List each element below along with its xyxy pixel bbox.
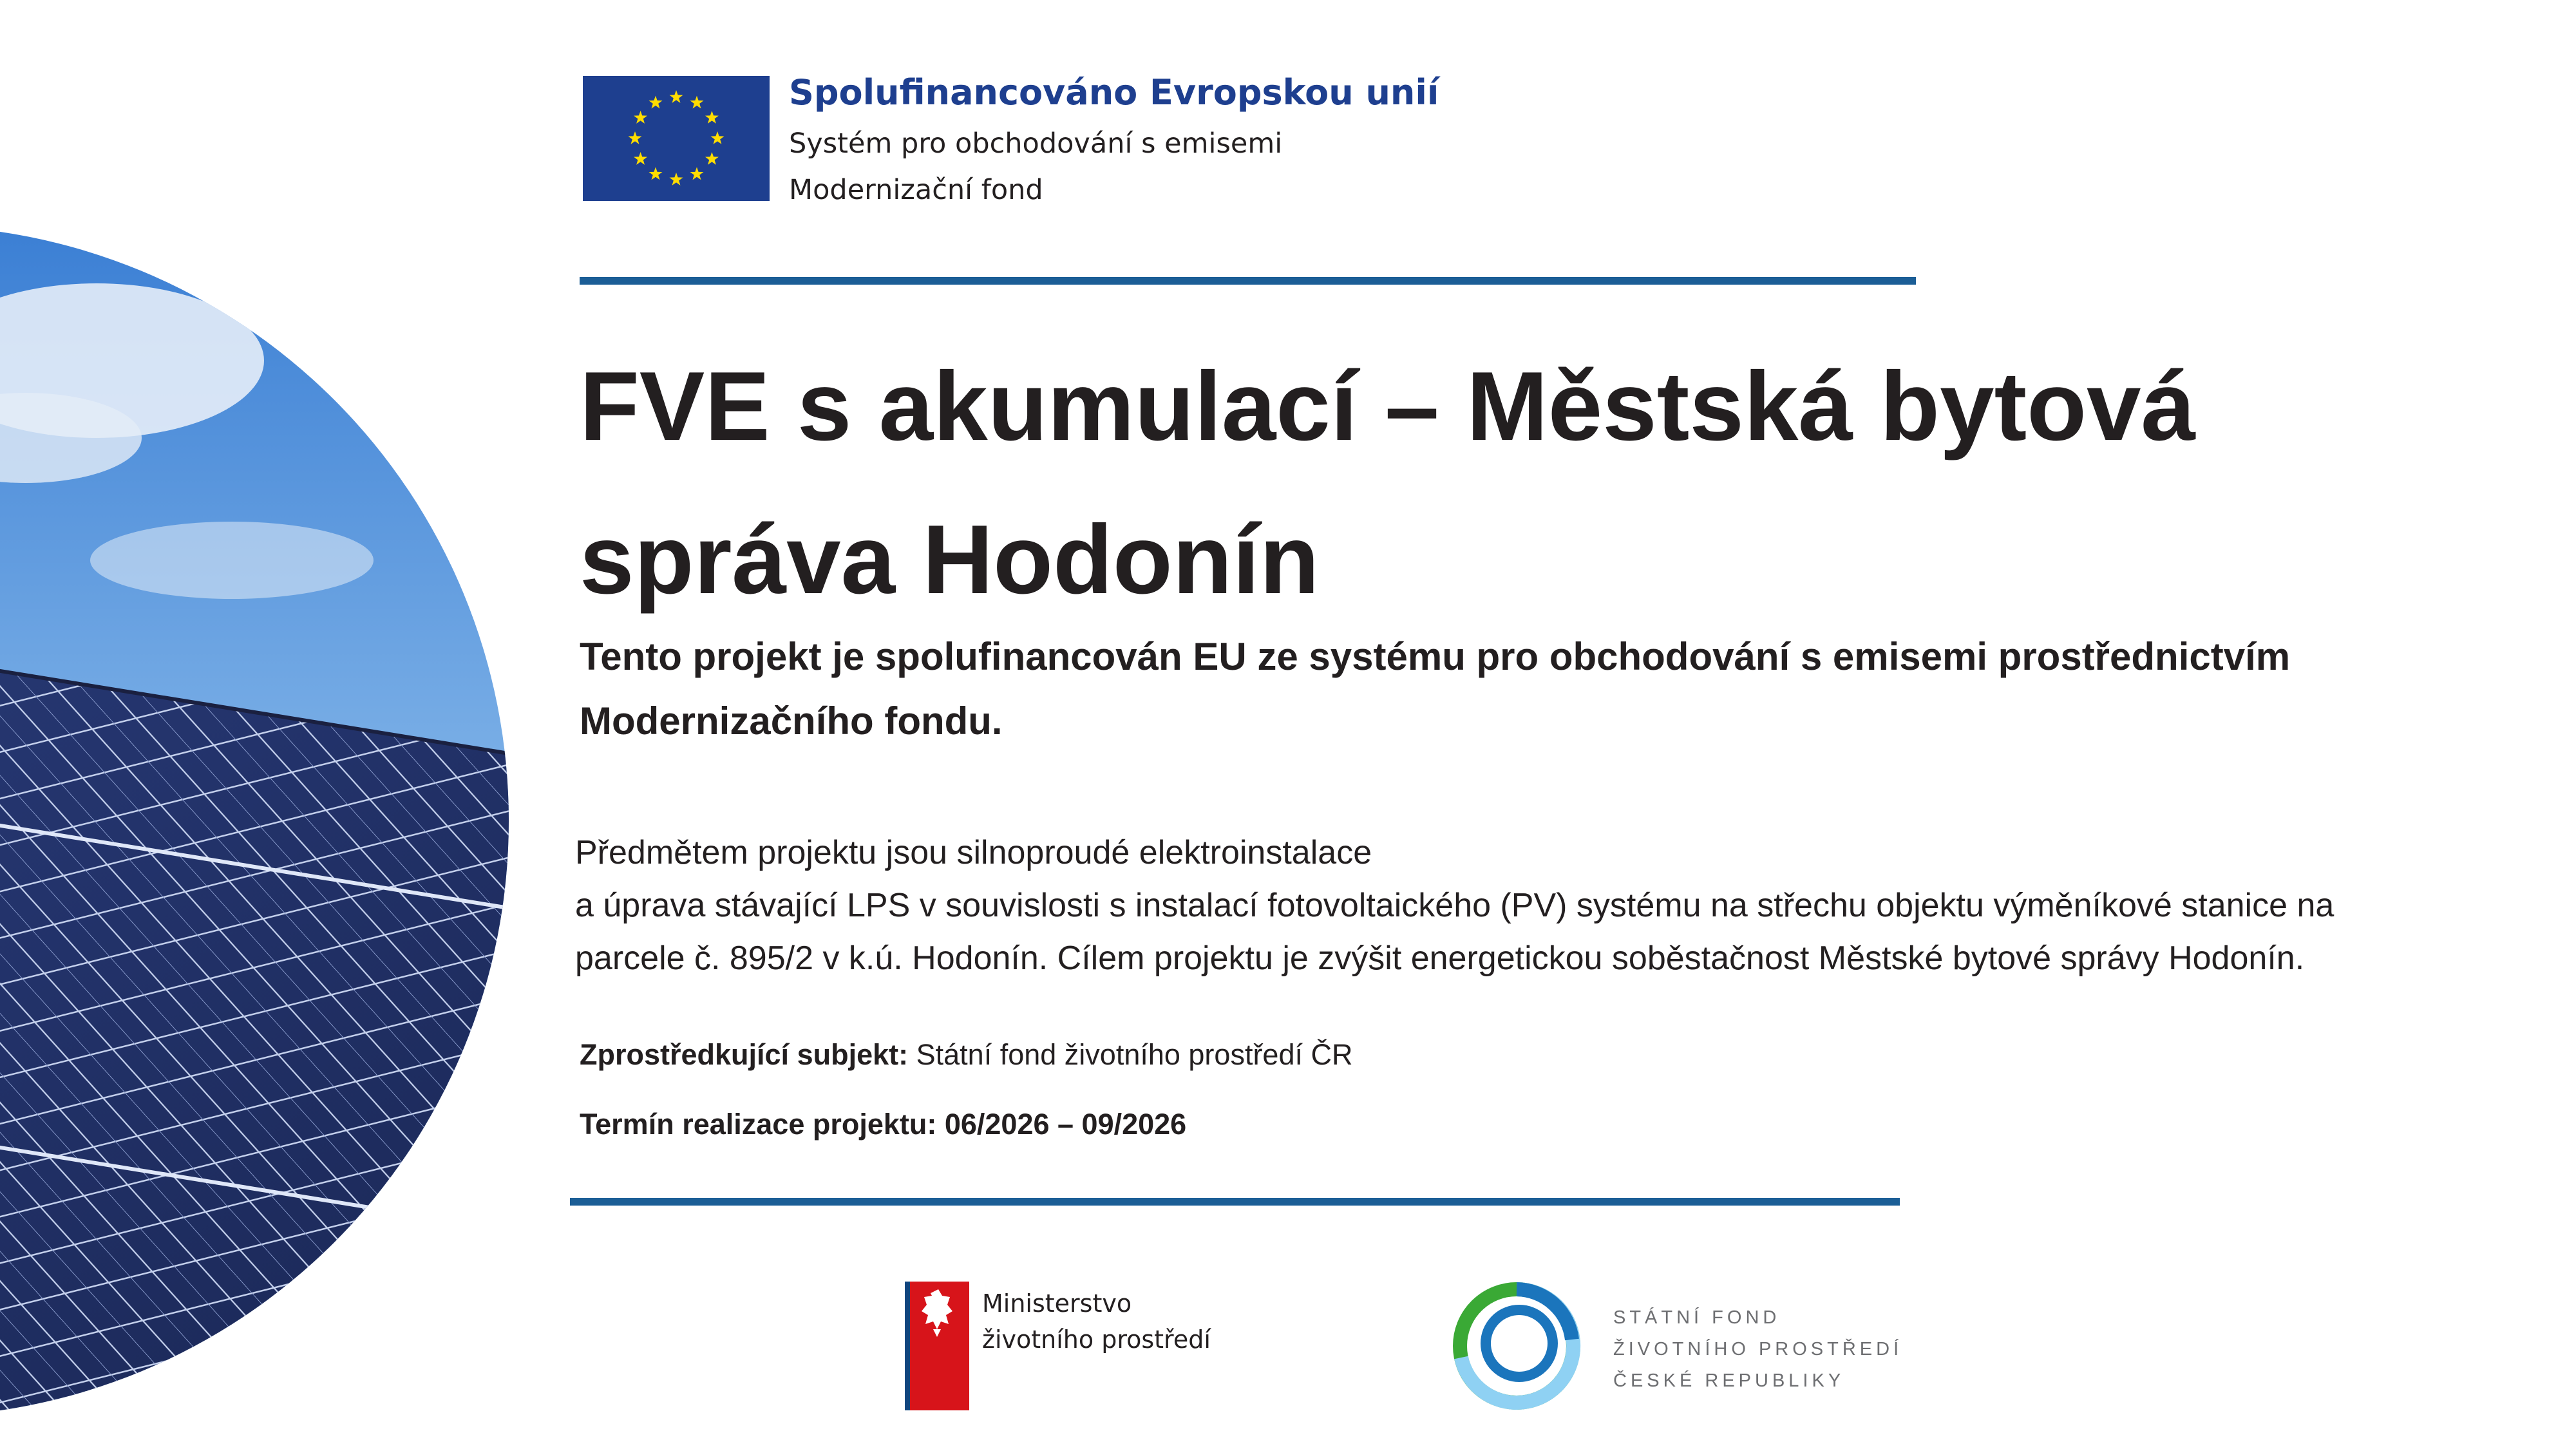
sfzp-name-line: ŽIVOTNÍHO PROSTŘEDÍ [1613,1339,1903,1359]
mzp-name [982,1285,1211,1358]
description-line: Předmětem projektu jsou silnoproudé elektroinstalace [575,834,1372,871]
eu-ets-label: Systém pro obchodování s emisemi [789,128,1283,160]
sfzp-name-line: STÁTNÍ FOND [1613,1307,1781,1328]
eu-flag-icon [583,76,770,201]
intermediary-subject-label: Zprostředkující subjekt: [580,1038,909,1071]
bottom-divider [570,1198,1900,1206]
eu-modernisation-fund-label: Modernizační fond [789,174,1043,206]
project-subtitle: Tento projekt je spolufinancován EU ze systému pro obchodování s emisemi prostřednictvím Modernizačního fondu. [580,635,2291,743]
sfzp-ring-logo-icon [1452,1282,1581,1410]
intermediary-subject [580,1038,1352,1072]
top-divider [580,277,1916,285]
solar-panel-photo [0,225,509,1417]
sfzp-name-line: ČESKÉ REPUBLIKY [1613,1370,1845,1391]
description-line: parcele č. 895/2 v k.ú. Hodonín. Cílem projektu je zvýšit energetickou soběstačnost Městské bytové správy Hodonín. [575,940,2305,977]
sfzp-name [1613,1302,1902,1397]
mzp-name-line: Ministerstvo [982,1289,1132,1318]
mzp-name-line: životního prostředí [982,1325,1211,1354]
project-term: Termín realizace projektu: 06/2026 – 09/2026 [580,1108,1187,1141]
project-title: FVE s akumulací – Městská bytová správa Hodonín [580,352,2196,614]
mzp-lion-emblem-icon [905,1282,969,1410]
project-description [575,826,2507,985]
eu-cofinanced-title: Spolufinancováno Evropskou unií [789,72,1439,113]
description-line: a úprava stávající LPS v souvislosti s instalací fotovoltaického (PV) systému na střechu objektu výměníkové stanice na [575,887,2334,924]
intermediary-subject-value: Státní fond životního prostředí ČR [916,1038,1353,1071]
